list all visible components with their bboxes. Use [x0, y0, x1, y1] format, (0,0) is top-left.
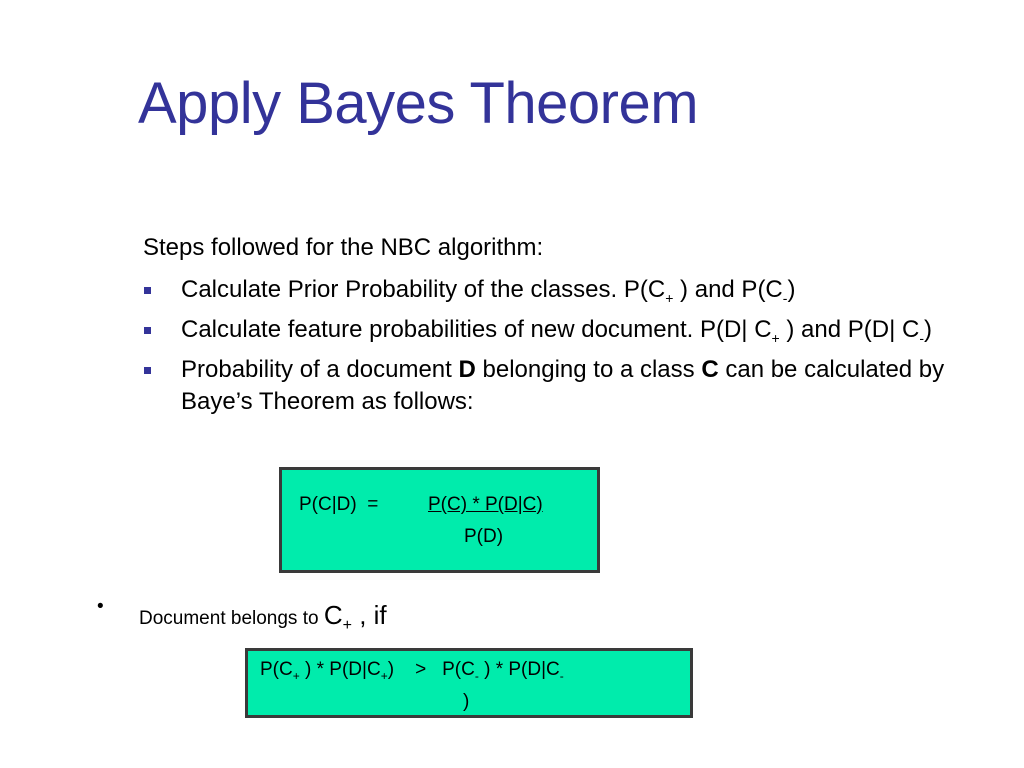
decision-formula-line2: ): [463, 691, 470, 712]
square-bullet-icon: [144, 367, 151, 374]
rule-suffix: , if: [351, 600, 387, 630]
subscript: +: [665, 289, 674, 306]
subscript: -: [559, 668, 564, 683]
subscript: -: [782, 289, 788, 306]
bullet-text: Calculate feature probabilities of new document. P(D| C: [181, 316, 772, 343]
formula-part: P(C: [260, 659, 293, 680]
formula-part: ) * P(D|C: [299, 659, 381, 680]
subscript: +: [292, 668, 300, 683]
intro-text: Steps followed for the NBC algorithm:: [143, 234, 544, 261]
square-bullet-icon: [144, 287, 151, 294]
slide-title: Apply Bayes Theorem: [138, 71, 699, 136]
class-letter: C: [323, 600, 343, 630]
bullet-text: can be calculated by Baye’s Theorem as follows:: [181, 356, 945, 415]
formula-part: ) > P(C: [387, 659, 475, 680]
class-label: [323, 600, 387, 635]
subscript: +: [342, 617, 352, 635]
bayes-formula-box: [279, 467, 600, 573]
formula-numerator: P(C) * P(D|C): [428, 494, 543, 515]
list-item: [141, 314, 1001, 346]
formula-part: ) * P(D|C: [478, 659, 560, 680]
steps-list: [141, 274, 1001, 426]
bullet-text: ): [787, 276, 796, 303]
bullet-text: belonging to a class: [475, 356, 702, 383]
square-bullet-icon: [144, 327, 151, 334]
formula-lhs: P(C|D) =: [299, 494, 379, 515]
bullet-text: ) and P(C: [673, 276, 783, 303]
bullet-text: ) and P(D| C: [779, 316, 920, 343]
bold-term: D: [458, 356, 476, 383]
rule-text: Document belongs to: [139, 608, 324, 629]
subscript: -: [474, 668, 479, 683]
round-bullet-icon: •: [97, 596, 104, 617]
list-item: [141, 354, 1001, 418]
list-item: [141, 274, 1001, 306]
subscript: +: [380, 668, 388, 683]
bullet-text: Probability of a document: [181, 356, 459, 383]
bold-term: C: [701, 356, 719, 383]
bullet-text: Calculate Prior Probability of the classes. P(C: [181, 276, 666, 303]
subscript: +: [771, 329, 780, 346]
bullet-text: ): [924, 316, 932, 343]
formula-denominator: P(D): [464, 526, 504, 547]
decision-formula-line1: [260, 659, 564, 681]
subscript: -: [919, 329, 924, 346]
decision-formula-box: [245, 648, 693, 718]
decision-rule-text: [139, 600, 387, 635]
